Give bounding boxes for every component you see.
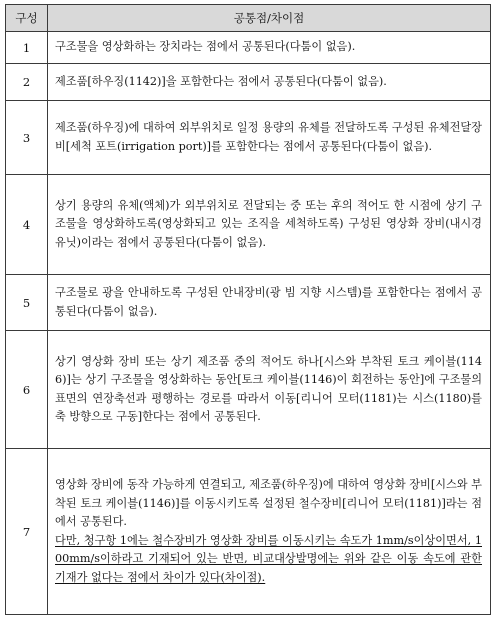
- difference-note: 다만, 청구항 1에는 철수장비가 영상화 장비를 이동시키는 속도가 1mm/s이상이면서, 100mm/s이하라고 기재되어 있는 반면, 비교대상발명에는 위와 같은 이동 속도에 관한 기재가 없다는 점에서 차이가 있다(차이점).: [55, 533, 482, 584]
- row-number: 1: [6, 32, 48, 64]
- header-component: 구성: [6, 5, 48, 32]
- row-text: 상기 용량의 유체(액체)가 외부위치로 전달되는 중 또는 후의 적어도 한 시점에 상기 구조물을 영상화하도록(영상화되고 있는 조직을 세척하도록) 구성된 영상화 장비(내시경 유닛)이라는 점에서 공통된다(다툼이 없음).: [48, 175, 491, 275]
- table-header-row: [6, 5, 491, 32]
- row-text: 제조품[하우징(1142)]을 포함한다는 점에서 공통된다(다툼이 없음).: [48, 64, 491, 101]
- row-text: 상기 영상화 장비 또는 상기 제조품 중의 적어도 하나[시스와 부착된 토크 케이블(1146)]는 상기 구조물을 영상화하는 동안[토크 케이블(1146)이 회전하는 동안]에 구조물의 표면의 연장축선과 평행하는 경로를 따라서 이동[리니어 모터(1181)는 시스(1180)를 축 방향으로 구동]한다는 점에서 공통된다.: [48, 331, 491, 449]
- row-text: 구조물로 광을 안내하도록 구성된 안내장비(광 빔 지향 시스템)를 포함한다는 점에서 공통된다(다툼이 없음).: [48, 275, 491, 331]
- row-text: 영상화 장비에 동작 가능하게 연결되고, 제조품(하우징)에 대하여 영상화 장비[시스와 부착된 토크 케이블(1146)]를 이동시키도록 설정된 철수장비[리니어 모터(1181)]라는 점에서 공통된다.: [55, 478, 482, 528]
- table-row: [6, 275, 491, 331]
- comparison-table: [5, 4, 491, 615]
- table-row: [6, 449, 491, 615]
- table-row: [6, 175, 491, 275]
- table-row: [6, 64, 491, 101]
- header-common-diff: 공통점/차이점: [48, 5, 491, 32]
- table-row: [6, 101, 491, 175]
- row-text: 제조품(하우징)에 대하여 외부위치로 일정 용량의 유체를 전달하도록 구성된 유체전달장비[세척 포트(irrigation port)]를 포함한다는 점에서 공통된다(다툼이 없음).: [48, 101, 491, 175]
- row-number: 3: [6, 101, 48, 175]
- row-number: 2: [6, 64, 48, 101]
- table-row: [6, 331, 491, 449]
- row-number: 6: [6, 331, 48, 449]
- row-text-group: [48, 449, 491, 615]
- row-number: 7: [6, 449, 48, 615]
- row-text: 구조물을 영상화하는 장치라는 점에서 공통된다(다툼이 없음).: [48, 32, 491, 64]
- row-number: 4: [6, 175, 48, 275]
- table-row: [6, 32, 491, 64]
- row-number: 5: [6, 275, 48, 331]
